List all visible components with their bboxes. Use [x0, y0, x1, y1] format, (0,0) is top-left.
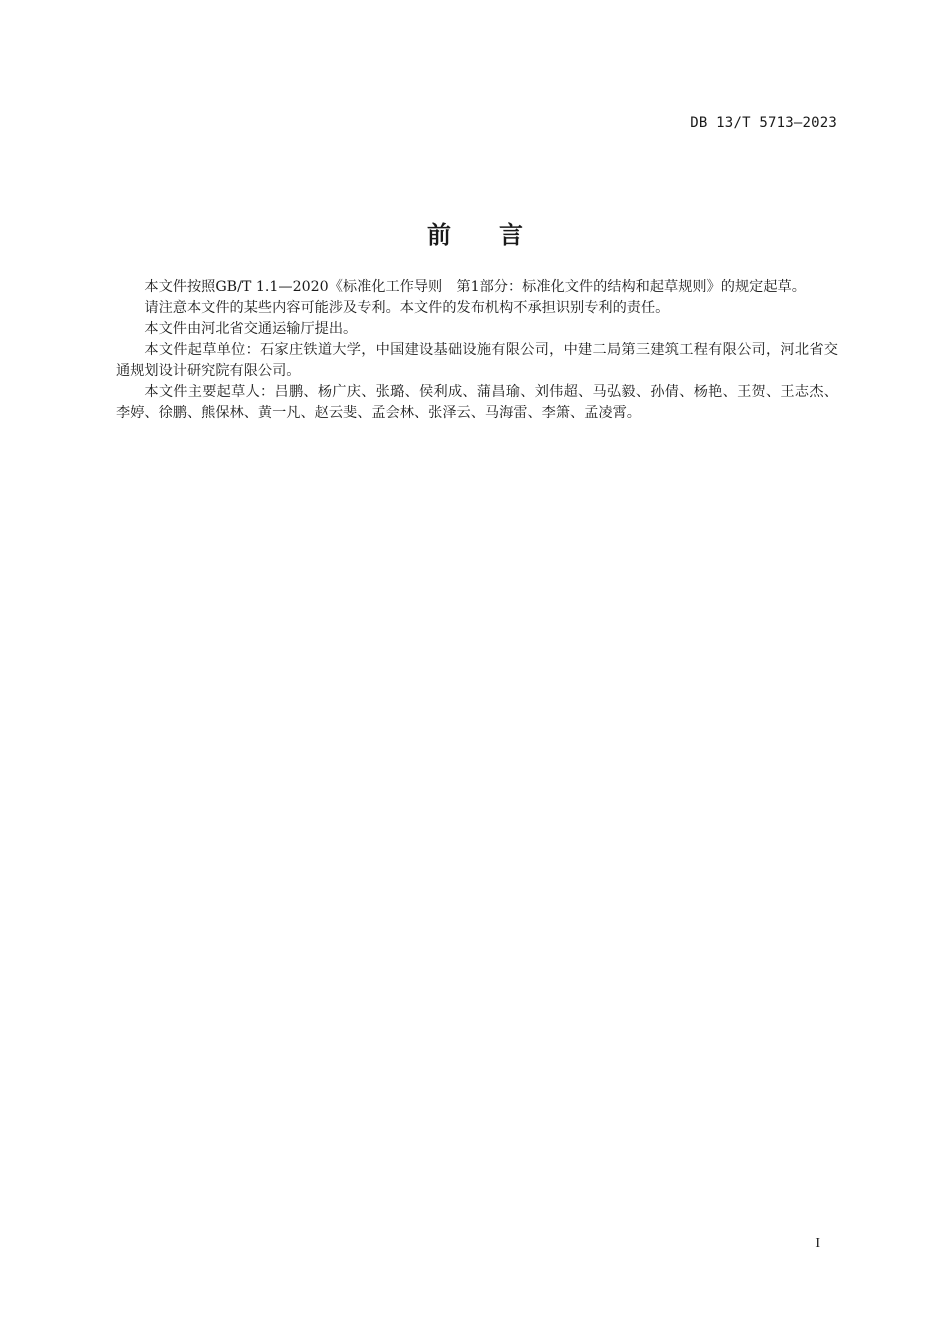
paragraph-drafting-rules: 本文件按照GB/T 1.1—2020《标准化工作导则 第1部分：标准化文件的结构和起草规则》的规定起草。 [144, 279, 806, 295]
paragraph-patent-notice: 请注意本文件的某些内容可能涉及专利。本文件的发布机构不承担识别专利的责任。 [144, 300, 670, 316]
standard-number: DB 13/T 5713—2023 [690, 115, 837, 131]
paragraph-proposer: 本文件由河北省交通运输厅提出。 [144, 321, 358, 337]
paragraph-drafters: 本文件主要起草人：吕鹏、杨广庆、张璐、侯利成、蒲昌瑜、刘伟超、马弘毅、孙倩、杨艳、王贺、王志杰、李婷、徐鹏、熊保林、黄一凡、赵云斐、孟会林、张泽云、马海雷、李箫、孟凌霄。 [116, 384, 838, 421]
foreword-body [116, 277, 838, 424]
paragraph-drafting-units: 本文件起草单位：石家庄铁道大学，中国建设基础设施有限公司，中建二局第三建筑工程有限公司，河北省交通规划设计研究院有限公司。 [116, 342, 838, 379]
page-number: I [815, 1236, 820, 1251]
page-title: 前言 [427, 221, 571, 249]
